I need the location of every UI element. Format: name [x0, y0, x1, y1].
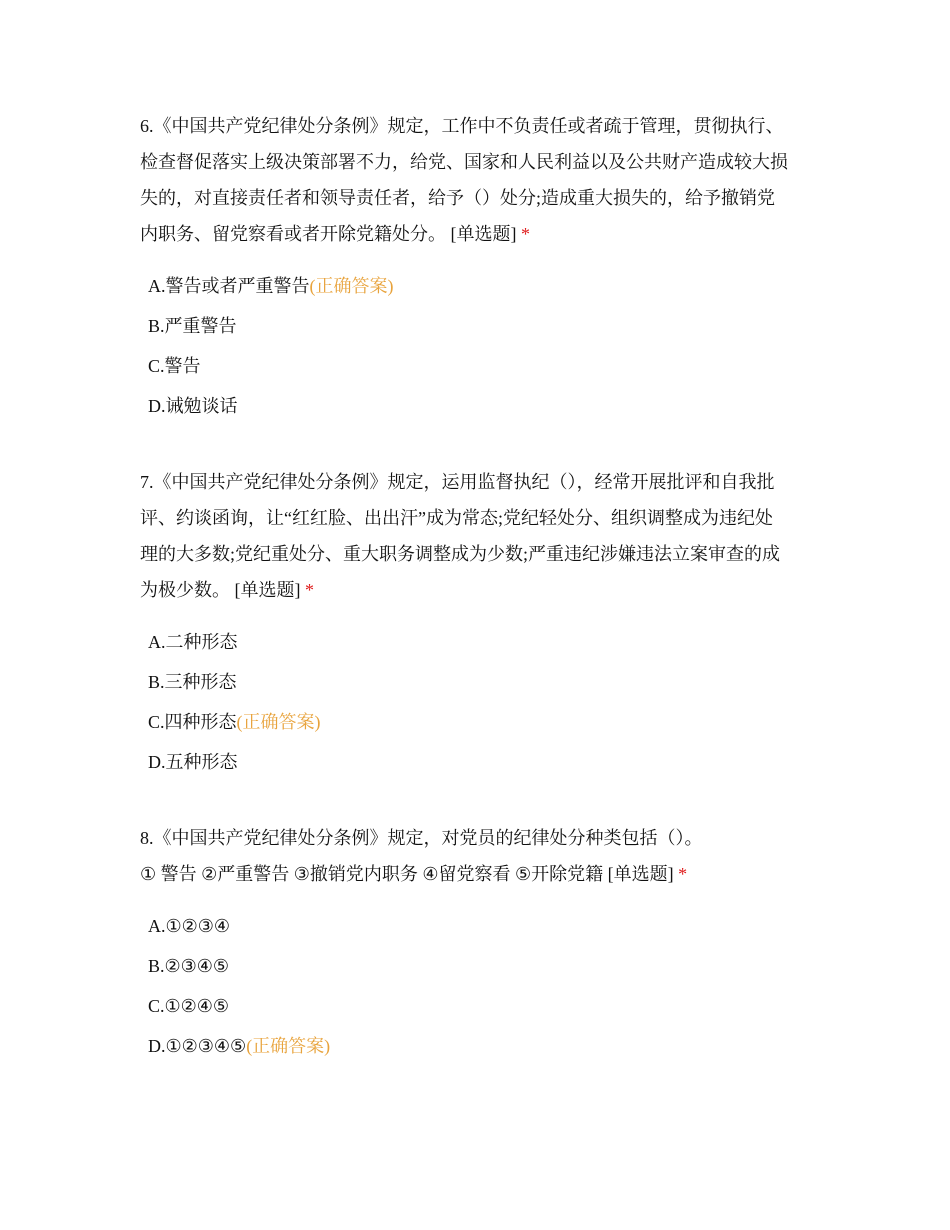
option-item — [148, 742, 780, 782]
question-text-line — [140, 216, 788, 252]
option-item — [148, 946, 703, 986]
option-item — [148, 986, 703, 1026]
question-text: 失的，对直接责任者和领导责任者，给予（）处分;造成重大损失的，给予撤销党 — [140, 188, 775, 208]
question-7 — [140, 464, 780, 782]
question-text: 为极少数。 [单选题] — [140, 580, 305, 600]
question-6 — [140, 108, 788, 426]
required-marker: * — [678, 864, 688, 884]
option-item — [148, 1026, 703, 1066]
question-text-line — [140, 536, 780, 572]
question-text: 评、约谈函询，让“红红脸、出出汗”成为常态;党纪轻处分、组织调整成为违纪处 — [140, 508, 773, 528]
option-item — [148, 622, 780, 662]
options-list — [140, 266, 788, 426]
option-text: D.五种形态 — [148, 752, 238, 772]
correct-answer-label: (正确答案) — [236, 712, 321, 732]
option-item — [148, 702, 780, 742]
option-text: A.①②③④ — [148, 916, 231, 936]
required-marker: * — [521, 224, 530, 244]
question-text: 6.《中国共产党纪律处分条例》规定，工作中不负责任或者疏于管理，贯彻执行、 — [140, 116, 784, 136]
question-text-line — [140, 572, 780, 608]
option-item — [148, 906, 703, 946]
option-text: B.严重警告 — [148, 316, 237, 336]
question-text-line — [140, 108, 788, 144]
question-text: 理的大多数;党纪重处分、重大职务调整成为少数;严重违纪涉嫌违法立案审查的成 — [140, 544, 780, 564]
option-item — [148, 306, 788, 346]
question-text: 7.《中国共产党纪律处分条例》规定，运用监督执纪（），经常开展批评和自我批 — [140, 472, 775, 492]
question-text: ① 警告 ②严重警告 ③撤销党内职务 ④留党察看 ⑤开除党籍 [单选题] — [140, 864, 679, 884]
question-text: 8.《中国共产党纪律处分条例》规定，对党员的纪律处分种类包括（）。 — [140, 828, 703, 848]
question-text-line — [140, 180, 788, 216]
option-item — [148, 386, 788, 426]
option-text: A.二种形态 — [148, 632, 238, 652]
option-text: C.四种形态 — [148, 712, 237, 732]
question-text-line — [140, 144, 788, 180]
options-list — [140, 906, 703, 1066]
option-text: B.②③④⑤ — [148, 956, 230, 976]
option-text: B.三种形态 — [148, 672, 237, 692]
question-text: 内职务、留党察看或者开除党籍处分。 [单选题] — [140, 224, 521, 244]
correct-answer-label: (正确答案) — [246, 1036, 331, 1056]
options-list — [140, 622, 780, 782]
option-text: C.警告 — [148, 356, 201, 376]
question-8 — [140, 820, 703, 1066]
question-text-line — [140, 500, 780, 536]
option-item — [148, 266, 788, 306]
question-text-line — [140, 820, 703, 856]
option-item — [148, 346, 788, 386]
question-text-line — [140, 856, 703, 892]
question-text: 检查督促落实上级决策部署不力，给党、国家和人民利益以及公共财产造成较大损 — [140, 152, 788, 172]
option-text: A.警告或者严重警告 — [148, 276, 310, 296]
option-text: D.①②③④⑤ — [148, 1036, 247, 1056]
required-marker: * — [305, 580, 314, 600]
option-item — [148, 662, 780, 702]
option-text: C.①②④⑤ — [148, 996, 230, 1016]
question-text-line — [140, 464, 780, 500]
correct-answer-label: (正确答案) — [309, 276, 394, 296]
option-text: D.诫勉谈话 — [148, 396, 238, 416]
